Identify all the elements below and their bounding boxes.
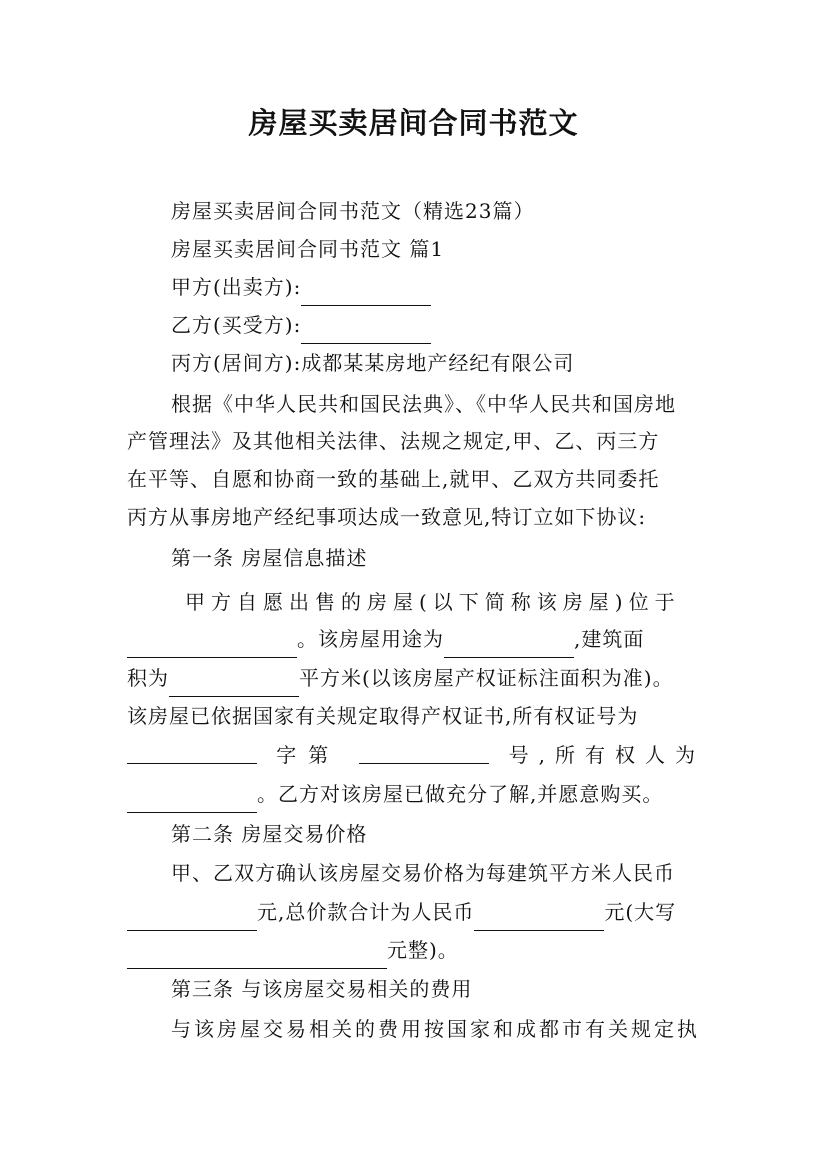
section-heading: 房屋买卖居间合同书范文 篇1 (171, 237, 445, 261)
owner-blank (127, 786, 257, 813)
article3-line: 与该房屋交易相关的费用按国家和成都市有关规定执 (171, 1017, 700, 1041)
location-blank (127, 631, 297, 658)
article2-text: 元整)。 (387, 938, 459, 962)
preamble-line: 丙方从事房地产经纪事项达成一致意见,特订立如下协议: (127, 505, 647, 529)
article1-text: 积为 (127, 666, 169, 690)
article1-text: 平方米(以该房屋产权证标注面积为准)。 (299, 666, 674, 690)
total-price-blank (474, 904, 604, 931)
usage-blank (444, 631, 574, 658)
article3-heading: 第三条 与该房屋交易相关的费用 (171, 977, 473, 1001)
article1-text: 字第 (276, 743, 341, 767)
article2-text: 元,总价款合计为人民币 (257, 900, 475, 924)
party-a-blank (301, 279, 431, 306)
article1-text: 。乙方对该房屋已做充分了解,并愿意购买。 (257, 782, 664, 806)
article1-heading: 第一条 房屋信息描述 (171, 546, 368, 570)
article2-text: 元(大写 (604, 900, 677, 924)
article1-text: ,建筑面 (574, 627, 645, 651)
article1-line (127, 737, 705, 774)
document-subtitle: 房屋买卖居间合同书范文（精选23篇） (171, 199, 535, 223)
preamble-line: 在平等、自愿和协商一致的基础上,就甲、乙双方共同委托 (127, 467, 660, 491)
article1-text: 。该房屋用途为 (297, 627, 444, 651)
article1-line (127, 776, 705, 813)
article1-line (127, 660, 705, 697)
party-c-line: 丙方(居间方):成都某某房地产经纪有限公司 (171, 351, 575, 375)
article2-line: 甲、乙双方确认该房屋交易价格为每建筑平方米人民币 (171, 861, 675, 885)
party-b-line (171, 307, 705, 344)
party-a-line (171, 269, 705, 306)
certificate-blank (127, 737, 257, 764)
party-b-label: 乙方(买受方): (171, 313, 302, 337)
preamble-line: 根据《中华人民共和国民法典》、《中华人民共和国房地 (171, 392, 676, 416)
certificate-number-blank (359, 737, 489, 764)
article2-line (127, 894, 705, 931)
area-blank (169, 670, 299, 697)
article2-line (127, 932, 705, 969)
document-title: 房屋买卖居间合同书范文 (248, 106, 579, 140)
article1-line (127, 621, 705, 658)
party-a-label: 甲方(出卖方): (171, 275, 302, 299)
article2-heading: 第二条 房屋交易价格 (171, 822, 368, 846)
party-b-blank (301, 317, 431, 344)
article1-line: 甲方自愿出售的房屋(以下简称该房屋)位于 (185, 590, 681, 614)
unit-price-blank (127, 904, 257, 931)
article1-line: 该房屋已依据国家有关规定取得产权证书,所有权证号为 (127, 704, 639, 728)
amount-in-words-blank (127, 942, 387, 969)
article1-text: 号,所有权人为 (508, 743, 705, 767)
preamble-line: 产管理法》及其他相关法律、法规之规定,甲、乙、丙三方 (127, 429, 660, 453)
